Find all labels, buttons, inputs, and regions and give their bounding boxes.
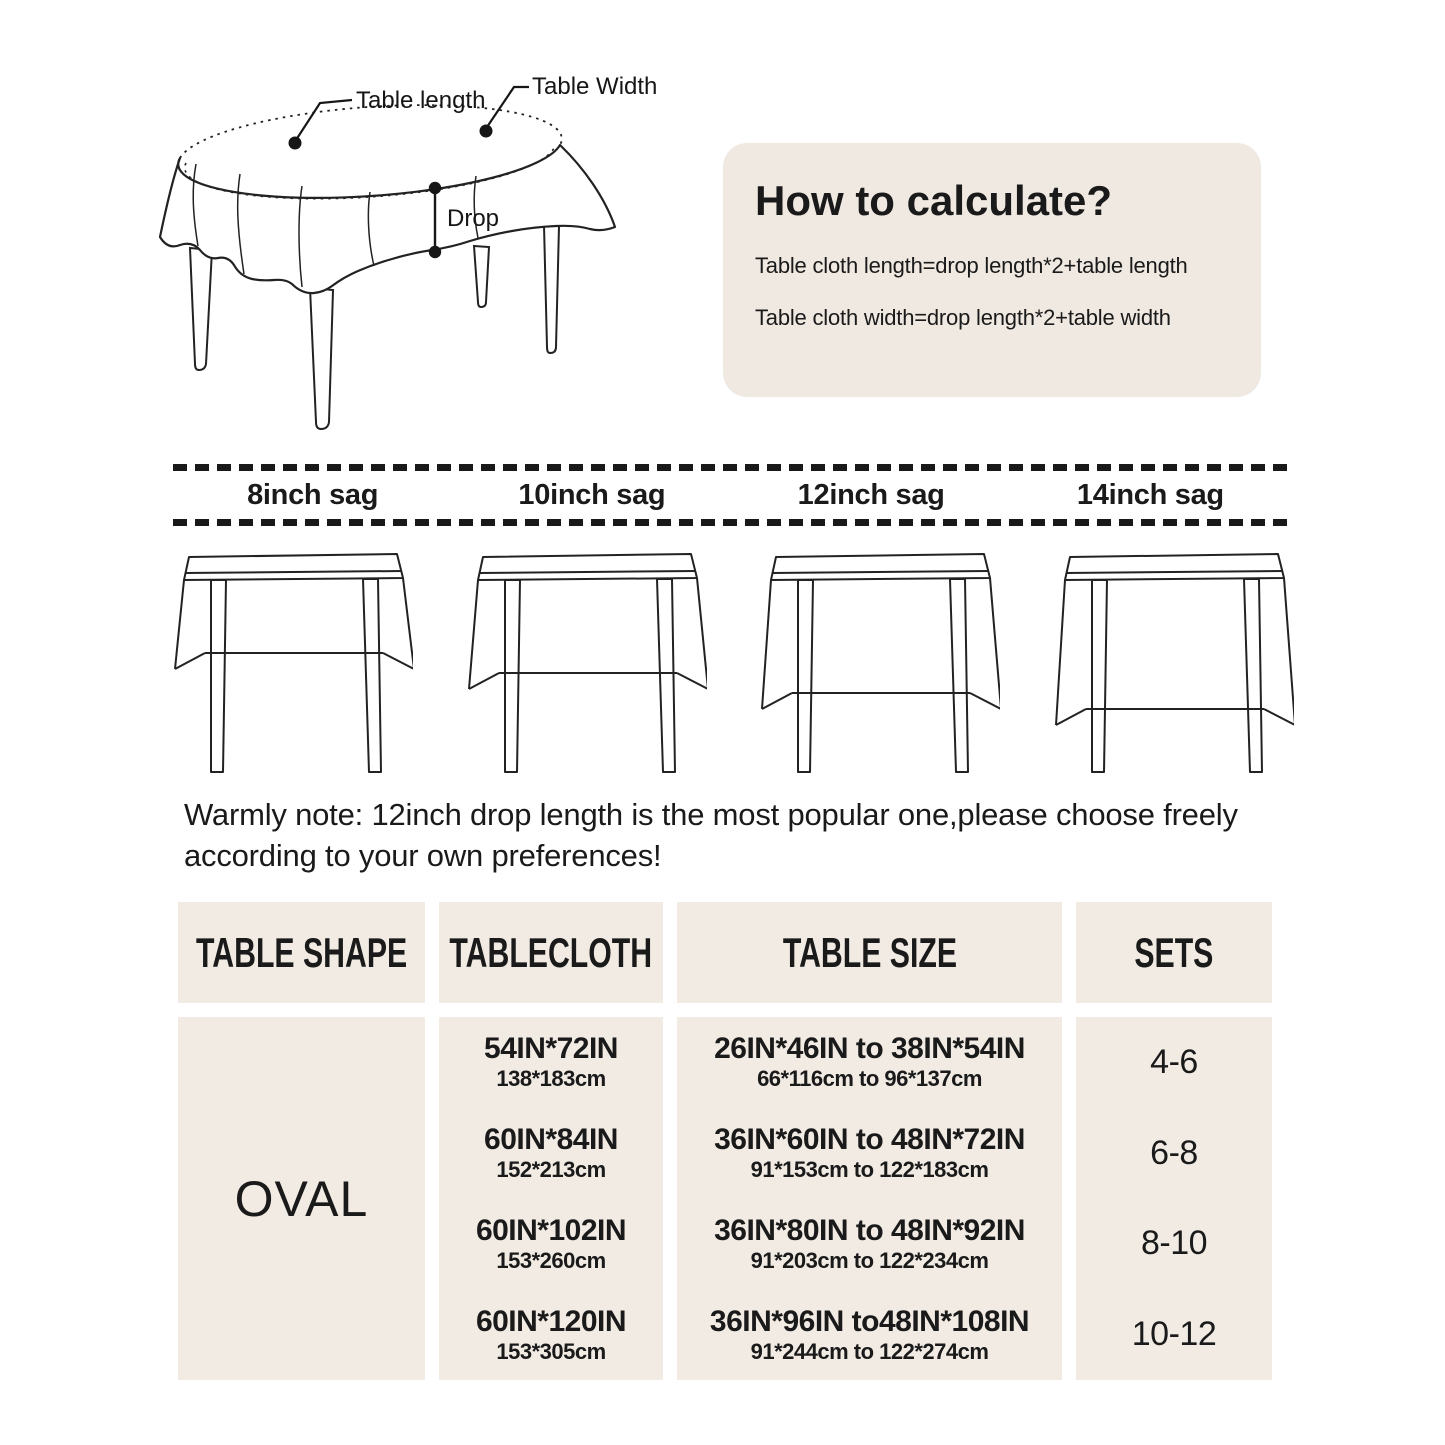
- tablecloth-cell: [439, 1017, 663, 1108]
- table-size-in: 36IN*96IN to48IN*108IN: [709, 1304, 1030, 1338]
- cloth-corner-fold: [1264, 709, 1294, 725]
- cloth-left-edge: [1056, 580, 1065, 725]
- cloth-right-edge: [990, 578, 1000, 709]
- cloth-left-edge: [469, 580, 478, 689]
- table-width-dot: [480, 125, 493, 138]
- table-size-cell: [677, 1017, 1062, 1108]
- calc-formula-width: Table cloth width=drop length*2+table width: [755, 305, 1171, 330]
- tabletop-edge-line: [479, 571, 696, 573]
- header-table-shape: [178, 902, 425, 1003]
- table-size-cm: 91*153cm to 122*183cm: [750, 1157, 989, 1183]
- dashed-divider-bottom: [173, 519, 1290, 526]
- tablecloth-cm: 153*260cm: [496, 1247, 606, 1273]
- table-leg: [1244, 579, 1262, 772]
- table-leg: [363, 579, 381, 772]
- cloth-right-edge: [697, 578, 707, 689]
- calc-formula-length: Table cloth length=drop length*2+table length: [755, 253, 1188, 278]
- sag-table-8inch: [173, 551, 413, 775]
- header-table-size: [677, 902, 1062, 1003]
- table-leg: [310, 288, 333, 429]
- tabletop: [1065, 554, 1284, 580]
- tablecloth-cell: [439, 1289, 663, 1380]
- sets-column: [1076, 1017, 1272, 1380]
- sets-value: 8-10: [1140, 1224, 1208, 1263]
- shape-column: [178, 1017, 425, 1380]
- table-length-dot: [289, 137, 302, 150]
- shape-value: OVAL: [234, 1170, 369, 1227]
- drop-label: Drop: [447, 205, 500, 232]
- tablecloth-cm: 153*305cm: [496, 1338, 606, 1364]
- how-to-calculate-box: [723, 143, 1261, 397]
- cloth-right-edge: [1284, 578, 1294, 725]
- cloth-corner-fold: [383, 653, 413, 669]
- table-leg: [950, 579, 968, 772]
- table-size-cm: 91*203cm to 122*234cm: [750, 1247, 989, 1273]
- header-label: TABLE SHAPE: [195, 928, 408, 976]
- tabletop-edge-line: [1066, 571, 1283, 573]
- tabletop: [478, 554, 697, 580]
- sets-value: 6-8: [1150, 1133, 1198, 1172]
- oval-table-diagram: [40, 60, 760, 520]
- table-leg: [474, 246, 489, 307]
- tablecloth-in: 60IN*84IN: [484, 1123, 618, 1157]
- drop-top-dot: [429, 182, 441, 194]
- sets-value: 4-6: [1150, 1042, 1198, 1081]
- table-length-leader: [289, 87, 486, 150]
- table-size-cm: 66*116cm to 96*137cm: [757, 1066, 982, 1092]
- header-label: TABLECLOTH: [449, 928, 653, 976]
- size-table: [178, 902, 1272, 1380]
- sag-label-10: 10inch sag: [518, 478, 666, 511]
- cloth-corner-fold: [677, 673, 707, 689]
- tablecloth-in: 60IN*120IN: [475, 1304, 627, 1338]
- cloth-corner-fold: [1056, 709, 1086, 725]
- table-size-in: 26IN*46IN to 38IN*54IN: [714, 1032, 1025, 1066]
- tabletop-edge-line: [185, 571, 402, 573]
- tablecloth-in: 60IN*102IN: [475, 1213, 627, 1247]
- header-tablecloth: [439, 902, 663, 1003]
- sag-label-14: 14inch sag: [1076, 478, 1224, 511]
- tabletop: [771, 554, 990, 580]
- table-leg: [544, 225, 559, 353]
- cloth-corner-fold: [970, 693, 1000, 709]
- sag-illustrations: [173, 551, 1294, 775]
- sag-label-8: 8inch sag: [247, 478, 379, 511]
- cloth-corner-fold: [762, 693, 792, 709]
- tablecloth-column: [439, 1017, 663, 1380]
- drop-bottom-dot: [429, 246, 441, 258]
- table-leg: [505, 580, 520, 772]
- sets-value: 10-12: [1131, 1315, 1217, 1354]
- table-size-column: [677, 1017, 1062, 1380]
- table-length-label: Table length: [356, 87, 486, 114]
- header-label: TABLE SIZE: [782, 928, 957, 976]
- sets-cell: [1076, 1289, 1272, 1380]
- header-label: SETS: [1134, 928, 1214, 976]
- cloth-right-edge: [403, 578, 413, 669]
- sets-cell: [1076, 1017, 1272, 1108]
- cloth-corner-fold: [175, 653, 205, 669]
- table-leg: [211, 580, 226, 772]
- sag-table-14inch: [1054, 551, 1294, 775]
- cloth-corner-fold: [469, 673, 499, 689]
- table-leg: [657, 579, 675, 772]
- calc-title: How to calculate?: [755, 177, 1113, 224]
- tabletop: [184, 554, 403, 580]
- table-size-in: 36IN*80IN to 48IN*92IN: [714, 1213, 1025, 1247]
- table-size-cell: [677, 1108, 1062, 1199]
- table-width-leader: [480, 73, 658, 138]
- table-size-cm: 91*244cm to 122*274cm: [750, 1338, 989, 1364]
- tablecloth-in: 54IN*72IN: [484, 1032, 618, 1066]
- dashed-divider-top: [173, 464, 1290, 471]
- tablecloth-cell: [439, 1199, 663, 1290]
- header-sets: [1076, 902, 1272, 1003]
- sag-table-10inch: [467, 551, 707, 775]
- tabletop-edge-line: [772, 571, 989, 573]
- warmly-note: [184, 794, 1238, 876]
- table-size-in: 36IN*60IN to 48IN*72IN: [714, 1123, 1025, 1157]
- tablecloth-cm: 138*183cm: [496, 1066, 606, 1092]
- table-size-cell: [677, 1199, 1062, 1290]
- sag-label-12: 12inch sag: [797, 478, 945, 511]
- table-leg: [1092, 580, 1107, 772]
- cloth-left-edge: [175, 580, 184, 669]
- sets-cell: [1076, 1108, 1272, 1199]
- warmly-note-line: Warmly note: 12inch drop length is the most popular one,please choose freely: [184, 797, 1238, 832]
- table-leg: [190, 248, 212, 370]
- tablecloth-cm: 152*213cm: [496, 1157, 606, 1183]
- table-size-cell: [677, 1289, 1062, 1380]
- sag-labels-row: [173, 474, 1290, 516]
- sag-table-12inch: [760, 551, 1000, 775]
- sets-cell: [1076, 1199, 1272, 1290]
- cloth-left-edge: [762, 580, 771, 709]
- table-leg: [798, 580, 813, 772]
- table-width-label: Table Width: [532, 73, 658, 100]
- tablecloth-cell: [439, 1108, 663, 1199]
- warmly-note-line: according to your own preferences!: [184, 838, 662, 873]
